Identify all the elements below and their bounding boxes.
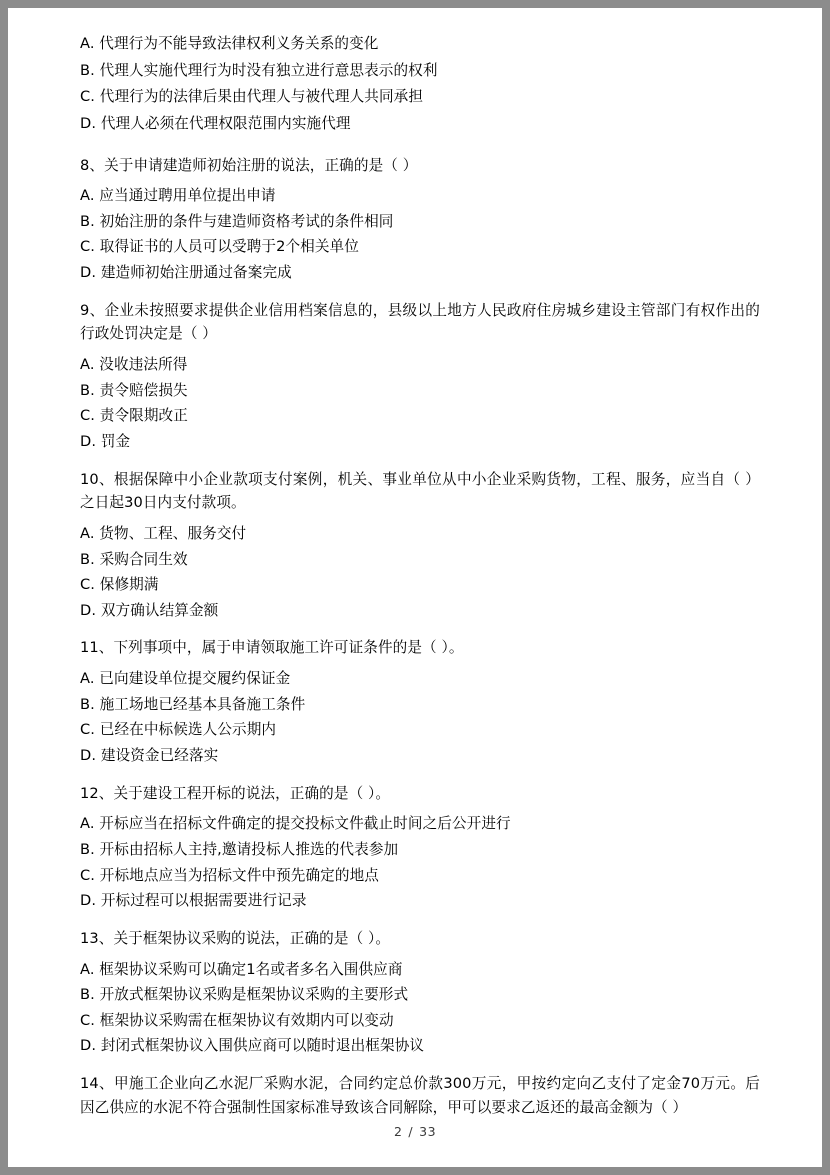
option-item: C. 取得证书的人员可以受聘于2个相关单位 xyxy=(80,238,359,256)
option-item: B. 采购合同生效 xyxy=(80,550,188,568)
question-stem: 13、关于框架协议采购的说法，正确的是（ ）。 xyxy=(80,929,391,947)
option-item: B. 代理人实施代理行为时没有独立进行意思表示的权利 xyxy=(80,61,438,79)
question-12 xyxy=(80,782,760,913)
question-stem: 8、关于申请建造师初始注册的说法，正确的是（ ） xyxy=(80,156,418,174)
question-stem: 10、根据保障中小企业款项支付案例，机关、事业单位从中小企业采购货物，工程、服务，应当自（ ）之日起30日内支付款项。 xyxy=(80,470,760,512)
option-item: B. 初始注册的条件与建造师资格考试的条件相同 xyxy=(80,212,394,230)
question-9 xyxy=(80,299,760,454)
page-content xyxy=(80,32,760,1133)
option-item: B. 责令赔偿损失 xyxy=(80,381,188,399)
option-item: C. 开标地点应当为招标文件中预先确定的地点 xyxy=(80,866,379,884)
option-item: A. 代理行为不能导致法律权利义务关系的变化 xyxy=(80,35,379,52)
question-14 xyxy=(80,1072,760,1119)
option-item: A. 货物、工程、服务交付 xyxy=(80,524,247,542)
page-footer xyxy=(8,1124,822,1139)
footer-total-pages: 33 xyxy=(419,1124,437,1139)
option-item: D. 建设资金已经落实 xyxy=(80,747,219,765)
option-item: D. 双方确认结算金额 xyxy=(80,601,219,619)
option-item: C. 责令限期改正 xyxy=(80,407,188,425)
option-item: C. 已经在中标候选人公示期内 xyxy=(80,721,277,739)
question-stem: 11、下列事项中，属于申请领取施工许可证条件的是（ ）。 xyxy=(80,639,464,657)
question-10 xyxy=(80,468,760,623)
option-item: A. 应当通过聘用单位提出申请 xyxy=(80,187,276,205)
footer-separator: / xyxy=(408,1124,414,1139)
option-item: B. 开标由招标人主持,邀请投标人推选的代表参加 xyxy=(80,840,399,858)
footer-current-page: 2 xyxy=(393,1124,403,1139)
option-item: A. 开标应当在招标文件确定的提交投标文件截止时间之后公开进行 xyxy=(80,815,511,833)
question-stem: 12、关于建设工程开标的说法，正确的是（ ）。 xyxy=(80,784,391,802)
question-11 xyxy=(80,636,760,767)
option-item: D. 开标过程可以根据需要进行记录 xyxy=(80,892,307,910)
question-8 xyxy=(80,154,760,285)
option-item: D. 罚金 xyxy=(80,432,131,450)
option-item: A. 已向建设单位提交履约保证金 xyxy=(80,670,291,688)
option-item: A. 框架协议采购可以确定1名或者多名入围供应商 xyxy=(80,960,403,978)
option-item: A. 没收违法所得 xyxy=(80,356,188,374)
option-item: D. 封闭式框架协议入围供应商可以随时退出框架协议 xyxy=(80,1037,425,1055)
option-item: B. 施工场地已经基本具备施工条件 xyxy=(80,695,306,713)
option-item: D. 代理人必须在代理权限范围内实施代理 xyxy=(80,114,351,132)
option-item: C. 框架协议采购需在框架协议有效期内可以变动 xyxy=(80,1011,394,1029)
option-item: C. 保修期满 xyxy=(80,576,159,594)
leading-options-block xyxy=(80,32,760,136)
option-item: B. 开放式框架协议采购是框架协议采购的主要形式 xyxy=(80,986,409,1004)
question-stem: 9、企业未按照要求提供企业信用档案信息的，县级以上地方人民政府住房城乡建设主管部门有权作出的行政处罚决定是（ ） xyxy=(80,301,760,343)
question-stem: 14、甲施工企业向乙水泥厂采购水泥，合同约定总价款300万元，甲按约定向乙支付了定金70万元。后因乙供应的水泥不符合强制性国家标准导致该合同解除，甲可以要求乙返还的最高金额为（ ） xyxy=(80,1075,760,1116)
question-13 xyxy=(80,927,760,1058)
option-item: C. 代理行为的法律后果由代理人与被代理人共同承担 xyxy=(80,88,424,106)
option-item: D. 建造师初始注册通过备案完成 xyxy=(80,264,292,282)
